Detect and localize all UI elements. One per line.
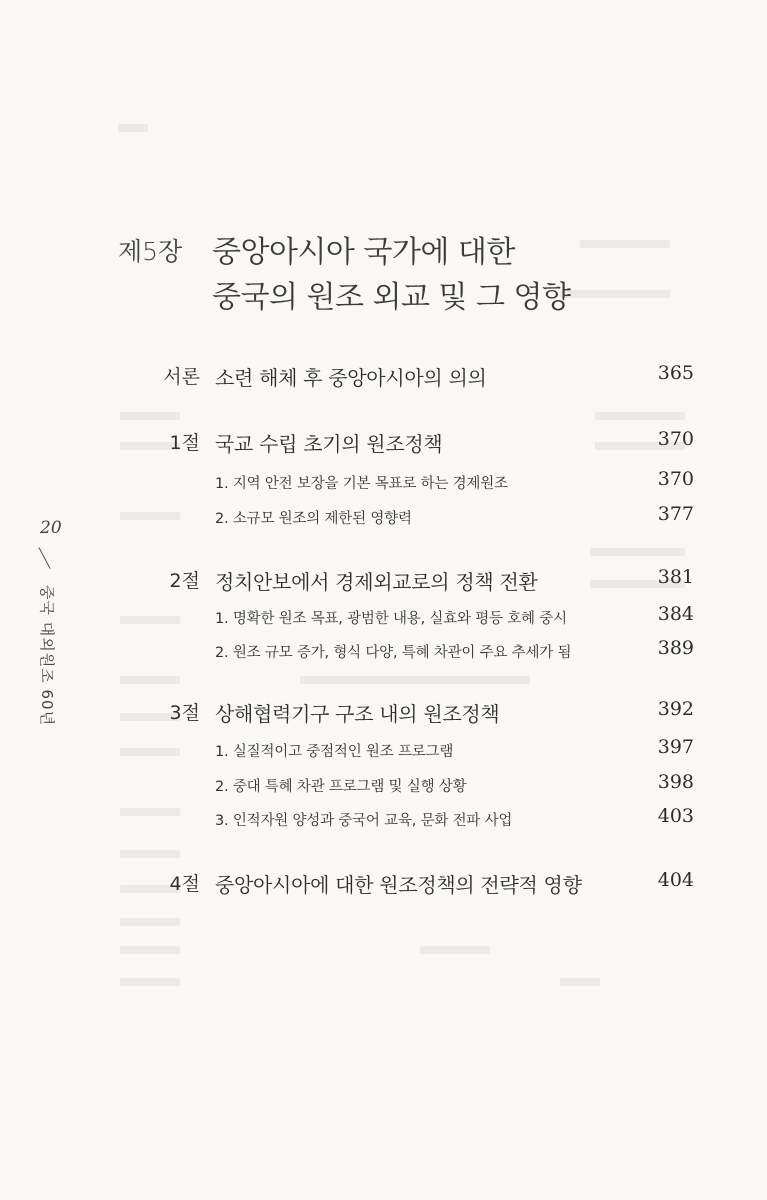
chapter-title-line-1: 중앙아시아 국가에 대한 (212, 235, 515, 270)
toc-subsection (0, 503, 767, 533)
subsection-title: 1. 명확한 원조 목표, 광범한 내용, 실효와 평등 호혜 중시 (215, 611, 567, 627)
section-title: 소련 해체 후 중앙아시아의 의의 (215, 366, 487, 390)
running-book-title: 중국 대외원조 60년 (38, 585, 56, 727)
toc-subsection (0, 637, 767, 667)
toc-subsection (0, 736, 767, 766)
page-number: 370 (657, 468, 694, 490)
toc-subsection (0, 603, 767, 633)
chapter-title (212, 230, 672, 320)
folio-page-number: 20 (40, 518, 62, 538)
page-number: 404 (657, 869, 694, 891)
subsection-title: 1. 실질적이고 중점적인 원조 프로그램 (215, 744, 454, 760)
chapter-number: 제5장 (118, 237, 183, 266)
page-number: 389 (657, 637, 694, 659)
toc-subsection (0, 805, 767, 835)
toc-section-4 (0, 869, 767, 899)
subsection-title: 1. 지역 안전 보장을 기본 목표로 하는 경제원조 (215, 476, 508, 492)
section-title: 정치안보에서 경제외교로의 정책 전환 (215, 570, 538, 594)
section-label: 3절 (169, 702, 200, 724)
section-title: 국교 수립 초기의 원조정책 (215, 432, 443, 456)
page-number: 381 (657, 566, 694, 588)
section-label: 서론 (163, 366, 200, 388)
section-title: 중앙아시아에 대한 원조정책의 전략적 영향 (215, 873, 582, 897)
page-number: 365 (657, 362, 694, 384)
page-number: 370 (657, 428, 694, 450)
subsection-title: 2. 소규모 원조의 제한된 영향력 (215, 511, 412, 527)
chapter-title-line-2: 중국의 원조 외교 및 그 영향 (212, 280, 571, 315)
toc-subsection (0, 468, 767, 498)
page-number: 398 (657, 771, 694, 793)
section-label: 4절 (169, 873, 200, 895)
section-title: 상해협력기구 구조 내의 원조정책 (215, 702, 500, 726)
page-number: 377 (657, 503, 694, 525)
subsection-title: 2. 원조 규모 증가, 형식 다양, 특혜 차관이 주요 추세가 됨 (215, 645, 572, 661)
page-number: 397 (657, 736, 694, 758)
toc-section-2 (0, 566, 767, 596)
toc-section-1 (0, 428, 767, 458)
toc-section-3 (0, 698, 767, 728)
toc-section-intro (0, 362, 767, 392)
page-number: 392 (657, 698, 694, 720)
subsection-title: 2. 중대 특혜 차관 프로그램 및 실행 상황 (215, 779, 467, 795)
page-number: 384 (657, 603, 694, 625)
section-label: 2절 (169, 570, 200, 592)
page-number: 403 (657, 805, 694, 827)
subsection-title: 3. 인적자원 양성과 중국어 교육, 문화 전파 사업 (215, 813, 513, 829)
toc-subsection (0, 771, 767, 801)
section-label: 1절 (169, 432, 200, 454)
